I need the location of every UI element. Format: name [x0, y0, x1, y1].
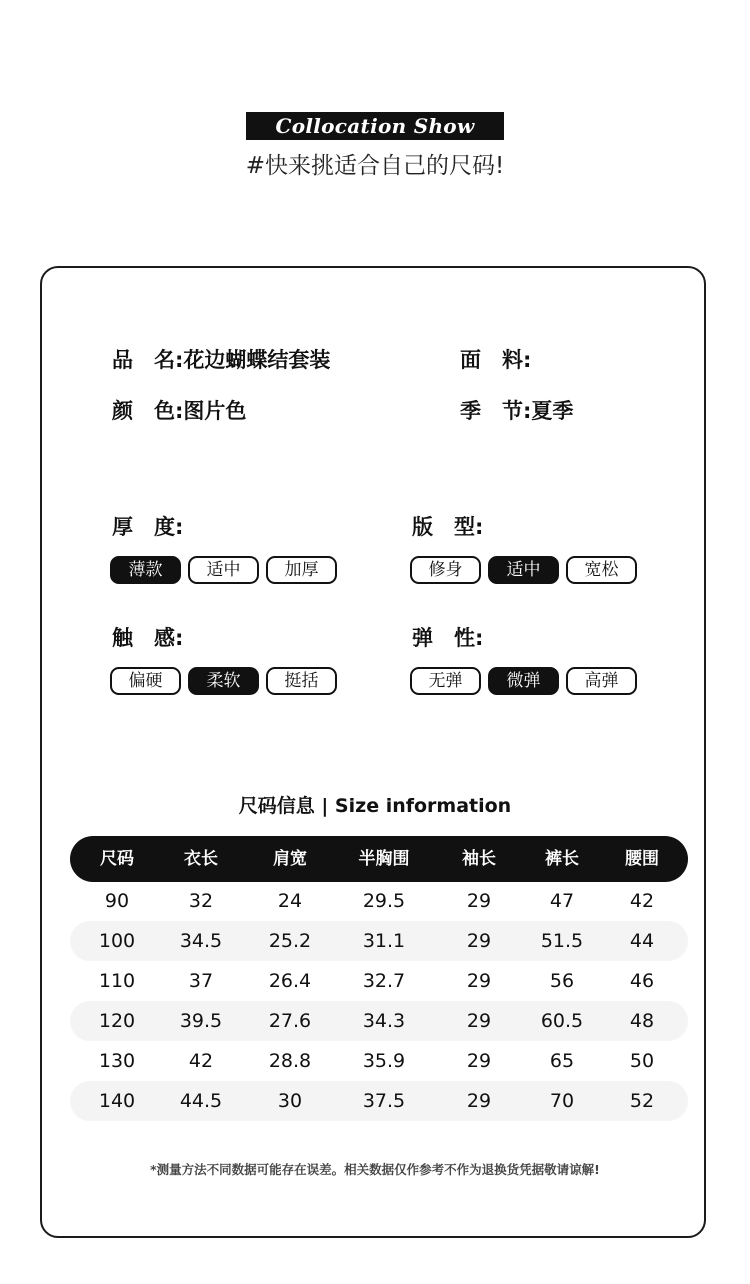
table-cell: 42	[188, 1050, 214, 1072]
table-cell: 29	[466, 930, 492, 952]
table-cell: 44.5	[179, 1090, 223, 1112]
size-table-header	[70, 836, 688, 882]
season-value: 夏季	[531, 399, 574, 423]
table-cell: 46	[629, 970, 655, 992]
feel-options	[110, 667, 337, 695]
page-subtitle: #快来挑适合自己的尺码!	[245, 153, 505, 179]
table-row	[70, 961, 688, 1001]
feel-option-stiff[interactable]: 偏硬	[110, 667, 181, 695]
table-cell: 27.6	[268, 1010, 312, 1032]
table-cell: 39.5	[179, 1010, 223, 1032]
feel-option-crisp[interactable]: 挺括	[266, 667, 337, 695]
table-row	[70, 1001, 688, 1041]
stretch-option-high[interactable]: 高弹	[566, 667, 637, 695]
table-cell: 65	[549, 1050, 575, 1072]
thickness-options	[110, 556, 337, 584]
thickness-option-medium[interactable]: 适中	[188, 556, 259, 584]
table-row	[70, 881, 688, 921]
color-row	[112, 397, 246, 425]
table-cell: 29	[466, 1090, 492, 1112]
table-cell: 130	[98, 1050, 136, 1072]
table-cell: 37.5	[362, 1090, 406, 1112]
table-cell: 24	[277, 890, 303, 912]
table-cell: 29	[466, 970, 492, 992]
fabric-row	[460, 346, 531, 374]
measurement-disclaimer: *测量方法不同数据可能存在误差。相关数据仅作参考不作为退换货凭据敬请谅解!	[150, 1162, 600, 1177]
stretch-option-none[interactable]: 无弹	[410, 667, 481, 695]
stretch-options	[410, 667, 637, 695]
table-cell: 37	[188, 970, 214, 992]
header-size: 尺码	[100, 849, 134, 869]
table-cell: 32	[188, 890, 214, 912]
header-waist: 腰围	[625, 849, 659, 869]
table-cell: 44	[629, 930, 655, 952]
thickness-option-thick[interactable]: 加厚	[266, 556, 337, 584]
table-cell: 51.5	[540, 930, 584, 952]
fit-label: 版 型:	[412, 515, 484, 539]
product-name-label: 品 名:	[112, 348, 184, 372]
stretch-label: 弹 性:	[412, 626, 484, 650]
stretch-option-slight[interactable]: 微弹	[488, 667, 559, 695]
table-cell: 31.1	[362, 930, 406, 952]
thickness-label: 厚 度:	[112, 515, 184, 539]
feel-option-soft[interactable]: 柔软	[188, 667, 259, 695]
fit-option-regular[interactable]: 适中	[488, 556, 559, 584]
header-sleeve: 袖长	[462, 849, 496, 869]
table-cell: 35.9	[362, 1050, 406, 1072]
size-table-title: 尺码信息 | Size information	[238, 795, 512, 817]
header-pants-length: 裤长	[545, 849, 579, 869]
table-row	[70, 1081, 688, 1121]
table-cell: 56	[549, 970, 575, 992]
season-row	[460, 397, 573, 425]
table-cell: 100	[98, 930, 136, 952]
collocation-show-banner: Collocation Show	[246, 112, 504, 140]
table-cell: 90	[104, 890, 130, 912]
table-row	[70, 921, 688, 961]
table-cell: 29	[466, 1050, 492, 1072]
table-cell: 30	[277, 1090, 303, 1112]
table-cell: 34.3	[362, 1010, 406, 1032]
table-cell: 29	[466, 890, 492, 912]
table-cell: 32.7	[362, 970, 406, 992]
fit-option-slim[interactable]: 修身	[410, 556, 481, 584]
fabric-label: 面 料:	[460, 348, 532, 372]
fit-option-loose[interactable]: 宽松	[566, 556, 637, 584]
header-shoulder: 肩宽	[273, 849, 307, 869]
table-cell: 47	[549, 890, 575, 912]
table-cell: 42	[629, 890, 655, 912]
table-cell: 48	[629, 1010, 655, 1032]
season-label: 季 节:	[460, 399, 532, 423]
table-cell: 52	[629, 1090, 655, 1112]
table-cell: 25.2	[268, 930, 312, 952]
table-row	[70, 1041, 688, 1081]
table-cell: 29.5	[362, 890, 406, 912]
table-cell: 28.8	[268, 1050, 312, 1072]
table-cell: 140	[98, 1090, 136, 1112]
table-cell: 120	[98, 1010, 136, 1032]
table-cell: 26.4	[268, 970, 312, 992]
table-cell: 34.5	[179, 930, 223, 952]
product-name-row	[112, 346, 330, 374]
table-cell: 50	[629, 1050, 655, 1072]
thickness-option-thin[interactable]: 薄款	[110, 556, 181, 584]
feel-label: 触 感:	[112, 626, 184, 650]
header-top-length: 衣长	[184, 849, 218, 869]
fit-options	[410, 556, 637, 584]
color-label: 颜 色:	[112, 399, 184, 423]
header-half-chest: 半胸围	[358, 849, 410, 869]
table-cell: 110	[98, 970, 136, 992]
color-value: 图片色	[183, 399, 247, 423]
table-cell: 70	[549, 1090, 575, 1112]
table-cell: 60.5	[540, 1010, 584, 1032]
product-name-value: 花边蝴蝶结套装	[183, 348, 331, 372]
table-cell: 29	[466, 1010, 492, 1032]
